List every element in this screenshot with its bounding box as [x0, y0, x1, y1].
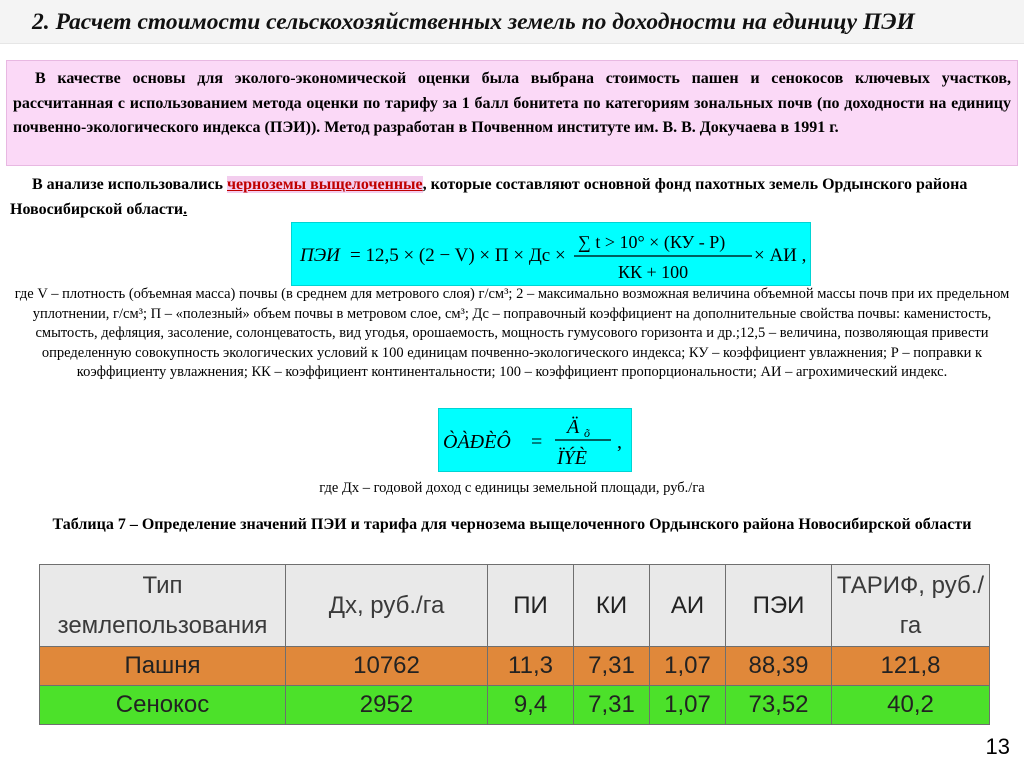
pei-tariff-table: [39, 564, 990, 725]
column-header: ПЭИ: [726, 565, 832, 647]
table-cell: 9,4: [488, 686, 574, 725]
formula-middle: = 12,5 × (2 − V) × П × Дс ×: [350, 245, 566, 266]
formula-denominator: КК + 100: [618, 262, 689, 282]
tariff-formula-subscript: õ: [584, 426, 590, 440]
tariff-formula-numerator: Ä: [567, 416, 580, 438]
page-number: 13: [985, 734, 1010, 759]
table-cell: Пашня: [40, 647, 286, 686]
table-caption: Таблица 7 – Определение значений ПЭИ и тарифа для чернозема выщелоченного Ордынского района Новосибирской области: [52, 516, 972, 533]
table-row: [40, 686, 990, 725]
table-cell: 2952: [286, 686, 488, 725]
slide-title: 2. Расчет стоимости сельскохозяйственных земель по доходности на единицу ПЭИ: [0, 0, 1024, 44]
highlighted-soil-type: черноземы выщелоченные: [227, 176, 423, 193]
column-header: ПИ: [488, 565, 574, 647]
table-header-row: [40, 565, 990, 647]
table-cell: 88,39: [726, 647, 832, 686]
dx-definition: где Дх – годовой доход с единицы земельной площади, руб./га: [319, 480, 705, 496]
table-cell: 40,2: [832, 686, 990, 725]
table-cell: 73,52: [726, 686, 832, 725]
tariff-formula-eq: =: [531, 431, 543, 453]
tariff-formula-tail: ,: [617, 431, 622, 453]
table-cell: 11,3: [488, 647, 574, 686]
tariff-formula-svg: [439, 409, 631, 471]
intro-box: [6, 60, 1018, 166]
column-header: КИ: [574, 565, 650, 647]
column-header: ТАРИФ, руб./га: [832, 565, 990, 647]
column-header: Тип землепользования: [40, 565, 286, 647]
table-cell: Сенокос: [40, 686, 286, 725]
table-cell: 7,31: [574, 647, 650, 686]
table-cell: 10762: [286, 647, 488, 686]
intro-text: В качестве основы для эколого-экономической оценки была выбрана стоимость пашен и сенокосов ключевых участков, рассчитанная с использованием метода оценки по тарифу за 1 балл бонитета по категориям зональных почв (по доходности на единицу почвенно-экологического индекса (ПЭИ)). Метод разработан в Почвенном институте им. В. В. Докучаева в 1991 г.: [13, 70, 1011, 136]
analysis-text-after: , которые составляют основной фонд пахотных земель Ордынского района Новосибирской области: [10, 176, 968, 218]
formula-left: ПЭИ: [300, 245, 340, 266]
analysis-text-before: В анализе использовались: [32, 176, 227, 193]
analysis-period: .: [183, 201, 188, 218]
tariff-formula: [438, 408, 632, 472]
pei-formula-svg: [292, 223, 810, 285]
table-cell: 1,07: [650, 647, 726, 686]
table-row: [40, 647, 990, 686]
formula-explanation: где V – плотность (объемная масса) почвы (в среднем для метрового слоя) г/см³; 2 – максимально возможная величина объемной массы почв при их предельном уплотнении, г/см³; П – «полезный» объем почвы в метровом слое, см³; Дс – поправочный коэффициент на дополнительные свойства почвы: каменистость, смытость, дефляция, засоление, солонцеватость, вид угодья, орошаемость, мощность гумусового горизонта и др.;12,5 – величина, позволяющая привести определенную совокупность экологических условий к 100 единицам почвенно-экологического индекса; КУ – коэффициент увлажнения; Р – поправки к коэффициенту увлажнения; КК – коэффициент континентальности; 100 – коэффициент пропорциональности; АИ – агрохимический индекс.: [14, 286, 1010, 381]
analysis-paragraph: [10, 172, 1014, 222]
table-cell: 1,07: [650, 686, 726, 725]
column-header: Дх, руб./га: [286, 565, 488, 647]
tariff-formula-left: ÒÀÐÈÔ: [443, 431, 511, 453]
pei-formula: [291, 222, 811, 286]
column-header: АИ: [650, 565, 726, 647]
table-cell: 121,8: [832, 647, 990, 686]
formula-tail: × АИ ,: [754, 245, 807, 266]
tariff-formula-denominator: ÏÝÈ: [557, 447, 587, 469]
formula-numerator: ∑ t > 10° × (КУ - Р): [578, 232, 726, 252]
table-cell: 7,31: [574, 686, 650, 725]
